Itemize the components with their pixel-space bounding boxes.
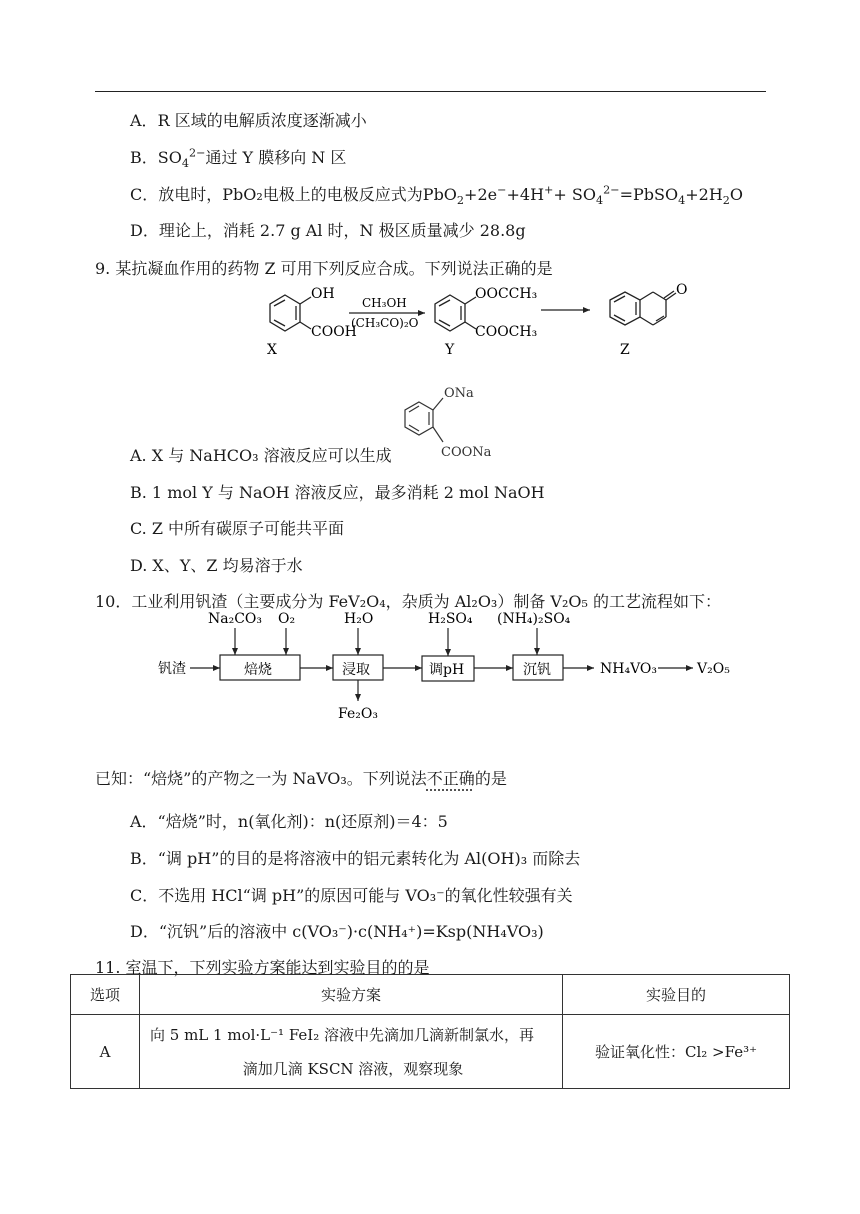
x-cooh-label: COOH [311,324,357,340]
row-a-goal: 验证氧化性：Cl₂ >Fe³⁺ [563,1015,790,1089]
y-label: Y [445,342,455,358]
q9-option-c: C. Z 中所有碳原子可能共平面 [130,519,345,538]
flow-box3-label: 调pH [429,662,465,678]
q9-reaction-scheme [245,280,705,360]
flow-box2-label: 浸取 [342,662,370,678]
flow-box4-label: 沉钒 [523,662,551,678]
molecule-y-ring [435,295,476,331]
q8-option-d: D．理论上，消耗 2.7 g Al 时，N 极区质量减少 28.8g [130,221,526,240]
flow-output-fe2o3: Fe₂O₃ [338,706,378,722]
q11-experiment-table [70,974,790,1089]
flow-input-na2co3: Na₂CO₃ [208,611,263,627]
table-row [71,1015,790,1089]
q8-option-c: C．放电时，PbO₂电极上的电极反应式为$PbO_2+2e^-+4H^++ SO_4^{2-}=PbSO_4+2H_2O$ [130,183,744,208]
q10-stem: 10．工业利用钒渣（主要成分为 FeV₂O₄，杂质为 Al₂O₃）制备 V₂O₅ 的工艺流程如下： [95,592,722,611]
y-bottom-label: COOCH₃ [475,324,538,340]
molecule-z-rings [610,291,676,325]
x-oh-label: OH [311,286,335,302]
q8-option-a: A．R 区域的电解质浓度逐渐减小 [130,111,367,130]
q9-stem: 9. 某抗凝血作用的药物 Z 可用下列反应合成。下列说法正确的是 [95,259,553,278]
flow-product-v2o5: V₂O₅ [697,661,730,677]
flow-box1-label: 焙烧 [244,662,272,678]
flow-input-h2so4: H₂SO₄ [428,611,473,627]
q9-option-b: B. 1 mol Y 与 NaOH 溶液反应，最多消耗 2 mol NaOH [130,483,545,502]
coona-label: COONa [441,445,492,460]
q8-option-b: B．$SO_4^{2-}$通过 Y 膜移向 N 区 [130,146,347,171]
q10-process-flow [150,608,750,728]
header-rule [95,91,766,92]
q10-option-a: A．“焙烧”时，n(氧化剂)：n(还原剂)＝4：5 [130,812,448,831]
row-a-plan: 向 5 mL 1 mol·L⁻¹ FeI₂ 溶液中先滴加几滴新制氯水，再 滴加几滴 KSCN 溶液，观察现象 [140,1015,563,1089]
q9-option-d: D. X、Y、Z 均易溶于水 [130,556,303,575]
flow-input-h2o: H₂O [344,611,374,627]
row-a-option: A [71,1015,140,1089]
q10-option-c: C．不选用 HCl“调 pH”的原因可能与 VO₃⁻的氧化性较强有关 [130,886,573,905]
z-label: Z [620,342,630,358]
flow-input-o2: O₂ [278,611,296,627]
q10-known: 已知：“焙烧”的产物之一为 NaVO₃。下列说法不正确的是 [95,769,507,788]
reagent-top: CH₃OH [362,296,407,310]
table-header-row [71,975,790,1015]
flow-input-nh4so4: (NH₄)₂SO₄ [497,611,571,627]
y-top-label: OOCCH₃ [475,286,538,302]
reagent-bottom: (CH₃CO)₂O [351,316,419,330]
header-option: 选项 [71,975,140,1015]
q11-stem: 11. 室温下，下列实验方案能达到实验目的的是 [95,958,430,977]
q9-option-a: A. X 与 NaHCO₃ 溶液反应可以生成 [130,446,392,465]
x-label: X [267,342,277,358]
ona-label: ONa [444,386,474,401]
molecule-x-ring [270,295,311,331]
header-plan: 实验方案 [140,975,563,1015]
flow-product-nh4vo3: NH₄VO₃ [600,661,658,677]
emphasis-not-correct: 不正确 [426,769,475,788]
flow-start: 钒渣 [158,661,186,677]
z-o-label: O [676,282,688,298]
header-goal: 实验目的 [563,975,790,1015]
q10-option-b: B．“调 pH”的目的是将溶液中的铝元素转化为 Al(OH)₃ 而除去 [130,849,581,868]
q9-sodium-salt-structure [395,380,525,460]
q10-option-d: D．“沉钒”后的溶液中 c(VO₃⁻)·c(NH₄⁺)=Ksp(NH₄VO₃) [130,922,544,941]
